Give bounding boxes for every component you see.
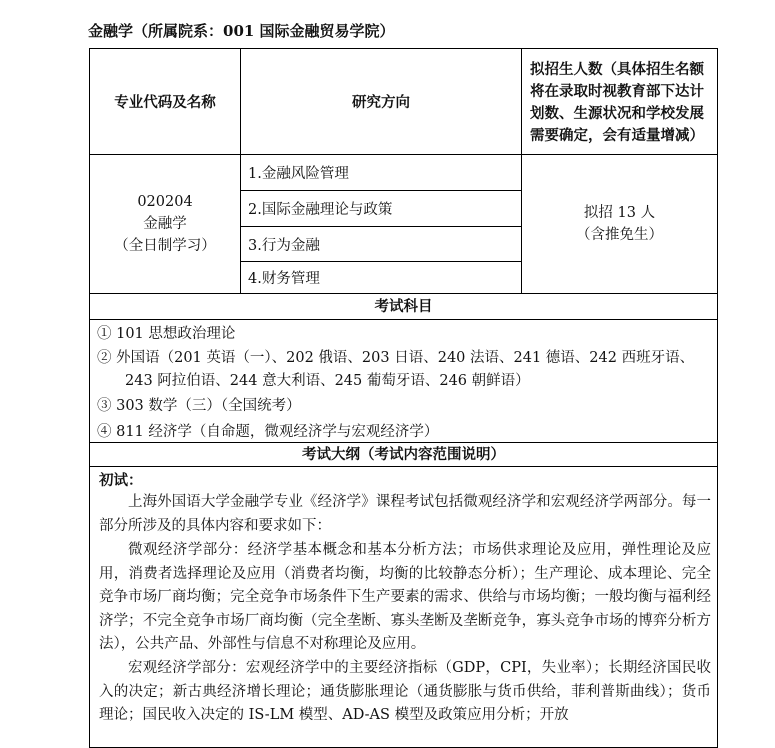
exam-subjects-heading-row <box>89 293 718 320</box>
subject-item: 243 阿拉伯语、244 意大利语、245 葡萄牙语、246 朝鲜语） <box>125 373 530 389</box>
direction-1: 1.金融风险管理 <box>240 154 522 191</box>
subject-item: ④ 811 经济学（自命题，微观经济学与宏观经济学） <box>97 424 439 440</box>
first-round-label: 初试： <box>99 472 143 489</box>
header-quota-note: 拟招生人数（具体招生名额将在录取时视教育部下达计划数、生源状况和学校发展需要确定，会有适量增减） <box>521 48 718 155</box>
syllabus-heading: 考试大纲（考试内容范围说明） <box>302 446 505 463</box>
header-direction: 研究方向 <box>240 48 522 155</box>
direction-2: 2.国际金融理论与政策 <box>240 190 522 227</box>
subject-item: ② 外国语（201 英语（一）、202 俄语、203 日语、240 法语、241 德语、242 西班牙语、 <box>97 350 695 366</box>
major-cell <box>89 154 241 294</box>
major-name: 金融学 <box>143 216 187 232</box>
direction-4: 4.财务管理 <box>240 261 522 294</box>
syllabus-paragraph: 微观经济学部分：经济学基本概念和基本分析方法；市场供求理论及应用，弹性理论及应用，消费者选择理论及应用（消费者均衡，均衡的比较静态分析）；生产理论、成本理论、完全竞争市场厂商均衡；完全竞争市场条件下生产要素的需求、供给与市场均衡；一般均衡与福利经济学；不完全竞争市场厂商均衡（完全垄断、寡头垄断及垄断竞争，寡头竞争市场的博弈分析方法），公共产品、外部性与信息不对称理论及应用。 <box>99 542 711 653</box>
header-code-name: 专业代码及名称 <box>89 48 241 155</box>
syllabus-heading-row <box>89 442 718 467</box>
quota-count: 拟招 13 人 <box>583 205 656 221</box>
quota-note: （含推免生） <box>576 227 663 243</box>
quota-cell <box>521 154 718 294</box>
major-mode: （全日制学习） <box>114 238 216 254</box>
exam-subjects-heading: 考试科目 <box>374 298 433 315</box>
page-title: 金融学（所属院系：001 国际金融贸易学院） <box>88 22 395 40</box>
major-code: 020204 <box>137 194 193 210</box>
syllabus-paragraph: 宏观经济学部分：宏观经济学中的主要经济指标（GDP，CPI，失业率）；长期经济国民收入的决定；新古典经济增长理论；通货膨胀理论（通货膨胀与货币供给，菲利普斯曲线）；货币理论；国民收入决定的 IS-LM 模型、AD-AS 模型及政策应用分析；开放 <box>99 660 711 724</box>
subject-item: ③ 303 数学（三）（全国统考） <box>97 398 301 414</box>
direction-3: 3.行为金融 <box>240 226 522 262</box>
subject-item: ① 101 思想政治理论 <box>97 326 236 342</box>
syllabus-paragraph: 上海外国语大学金融学专业《经济学》课程考试包括微观经济学和宏观经济学两部分。每一部分所涉及的具体内容和要求如下： <box>99 494 711 534</box>
